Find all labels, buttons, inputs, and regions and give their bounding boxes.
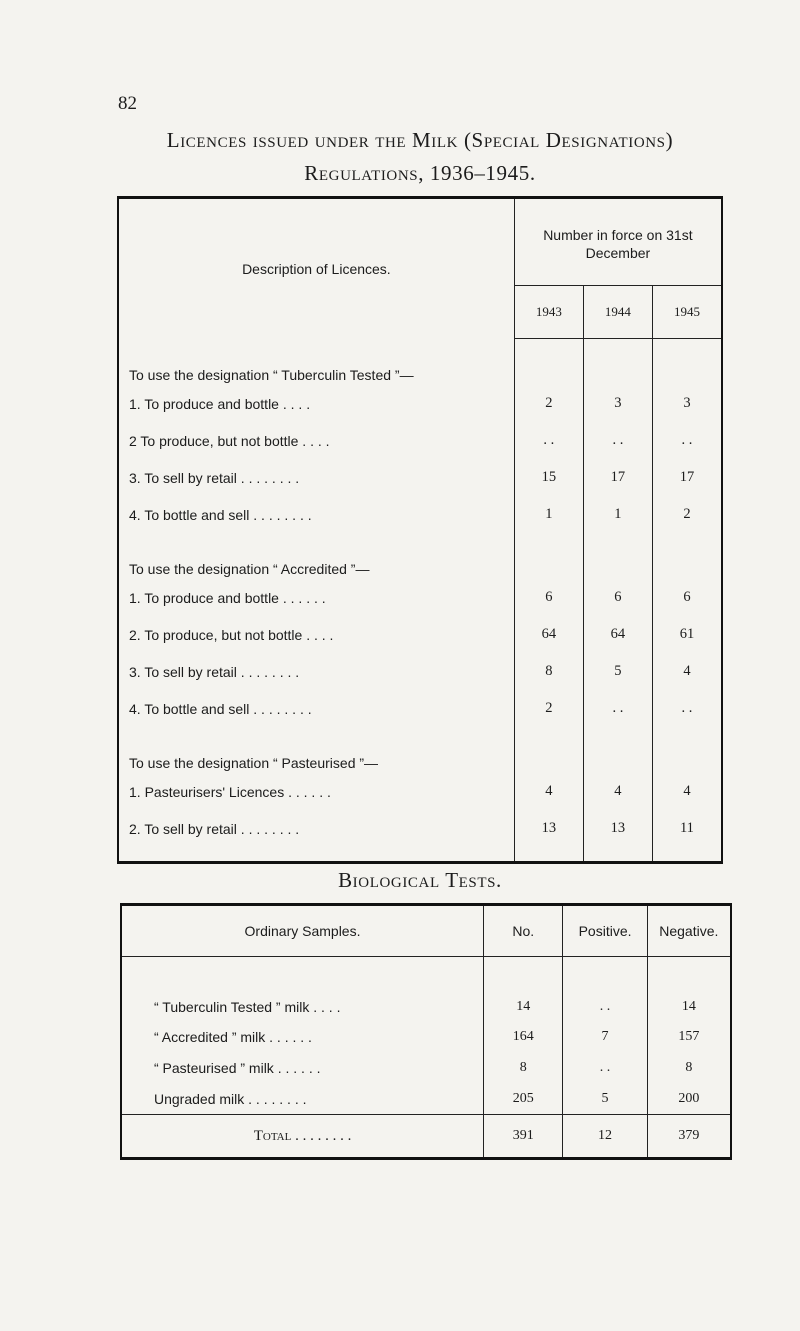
cell-value: 6 [583,579,652,616]
cell-value: 200 [647,1083,731,1115]
section-heading-row [118,533,722,579]
cell-value: 164 [484,1021,563,1052]
cell-value: 14 [484,957,563,1022]
cell-value: 2 [514,690,583,727]
page-title: Licences issued under the Milk (Special Designations) [166,128,674,152]
cell-value: 5 [583,653,652,690]
row-label: 3. To sell by retail . . . . . . . . [129,663,300,680]
cell-value: 4 [514,773,583,810]
col-header-year: 1945 [652,286,722,339]
cell-value: 17 [652,459,722,496]
table-row [118,773,722,810]
col-header-negative: Negative. [647,905,731,957]
row-label: Ungraded milk . . . . . . . . [154,1090,307,1107]
page-number: 82 [118,93,137,114]
row-label: 3. To sell by retail . . . . . . . . [129,469,300,486]
table-row [118,810,722,847]
col-header-year: 1944 [583,286,652,339]
cell-value: 6 [652,579,722,616]
biological-tests-table [120,903,732,1160]
cell-value: 2 [652,496,722,533]
col-header-no: No. [484,905,563,957]
cell-value: . . [563,957,647,1022]
cell-value: 7 [563,1021,647,1052]
cell-value: 4 [652,653,722,690]
cell-value: . . [563,1052,647,1083]
total-label: Total . . . . . . . . [121,1115,484,1159]
table-row [121,1083,731,1115]
cell-value: 205 [484,1083,563,1115]
cell-value: . . [583,422,652,459]
table-row [118,422,722,459]
cell-value: 3 [583,385,652,422]
row-label: 1. To produce and bottle . . . . . . [129,589,326,606]
section-heading: To use the designation “ Accredited ”— [129,561,370,577]
cell-value: 4 [652,773,722,810]
total-value: 391 [484,1115,563,1159]
licences-table [117,196,723,864]
row-label: “ Tuberculin Tested ” milk . . . . [154,999,341,1015]
cell-value: 4 [583,773,652,810]
row-label: 2 To produce, but not bottle . . . . [129,432,330,449]
row-label: 2. To produce, but not bottle . . . . [129,626,334,643]
total-value: 379 [647,1115,731,1159]
total-value: 12 [563,1115,647,1159]
cell-value: 64 [514,616,583,653]
cell-value: 14 [647,957,731,1022]
row-label: 1. Pasteurisers' Licences . . . . . . [129,783,331,800]
row-label: “ Accredited ” milk . . . . . . [154,1028,312,1045]
table-row [118,690,722,727]
total-row [121,1115,731,1159]
section-heading: To use the designation “ Tuberculin Tested ”— [129,367,414,383]
cell-value: . . [514,422,583,459]
cell-value: . . [652,422,722,459]
table-row [118,616,722,653]
col-header-positive: Positive. [563,905,647,957]
row-label: “ Pasteurised ” milk . . . . . . [154,1059,321,1076]
table-row [118,459,722,496]
row-label: 1. To produce and bottle . . . . [129,395,311,412]
cell-value: 61 [652,616,722,653]
cell-value: 8 [484,1052,563,1083]
cell-value: 2 [514,385,583,422]
cell-value: 15 [514,459,583,496]
table-row [121,1021,731,1052]
cell-value: 1 [583,496,652,533]
cell-value: 17 [583,459,652,496]
page-title-continued: Regulations, 1936–1945. [304,161,536,185]
cell-value: 3 [652,385,722,422]
row-label: 2. To sell by retail . . . . . . . . [129,820,300,837]
cell-value: 8 [647,1052,731,1083]
table-row [118,496,722,533]
cell-value: 6 [514,579,583,616]
section-heading: To use the designation “ Pasteurised ”— [129,755,379,771]
table-row [118,653,722,690]
section-heading-row [118,727,722,773]
table-row [121,1052,731,1083]
cell-value: 1 [514,496,583,533]
col-header-number-in-force: Number in force on 31st December [514,198,722,286]
cell-value: 13 [514,810,583,847]
table-row [118,579,722,616]
table-row [118,385,722,422]
cell-value: 64 [583,616,652,653]
cell-value: . . [652,690,722,727]
col-header-year: 1943 [514,286,583,339]
col-header-samples: Ordinary Samples. [121,905,484,957]
cell-value: 11 [652,810,722,847]
cell-value: . . [583,690,652,727]
section-title: Biological Tests. [338,868,502,892]
cell-value: 13 [583,810,652,847]
cell-value: 157 [647,1021,731,1052]
table-row [121,957,731,1022]
col-header-description: Description of Licences. [242,260,391,277]
row-label: 4. To bottle and sell . . . . . . . . [129,506,312,523]
row-label: 4. To bottle and sell . . . . . . . . [129,700,312,717]
section-heading-row [118,339,722,386]
cell-value: 5 [563,1083,647,1115]
cell-value: 8 [514,653,583,690]
